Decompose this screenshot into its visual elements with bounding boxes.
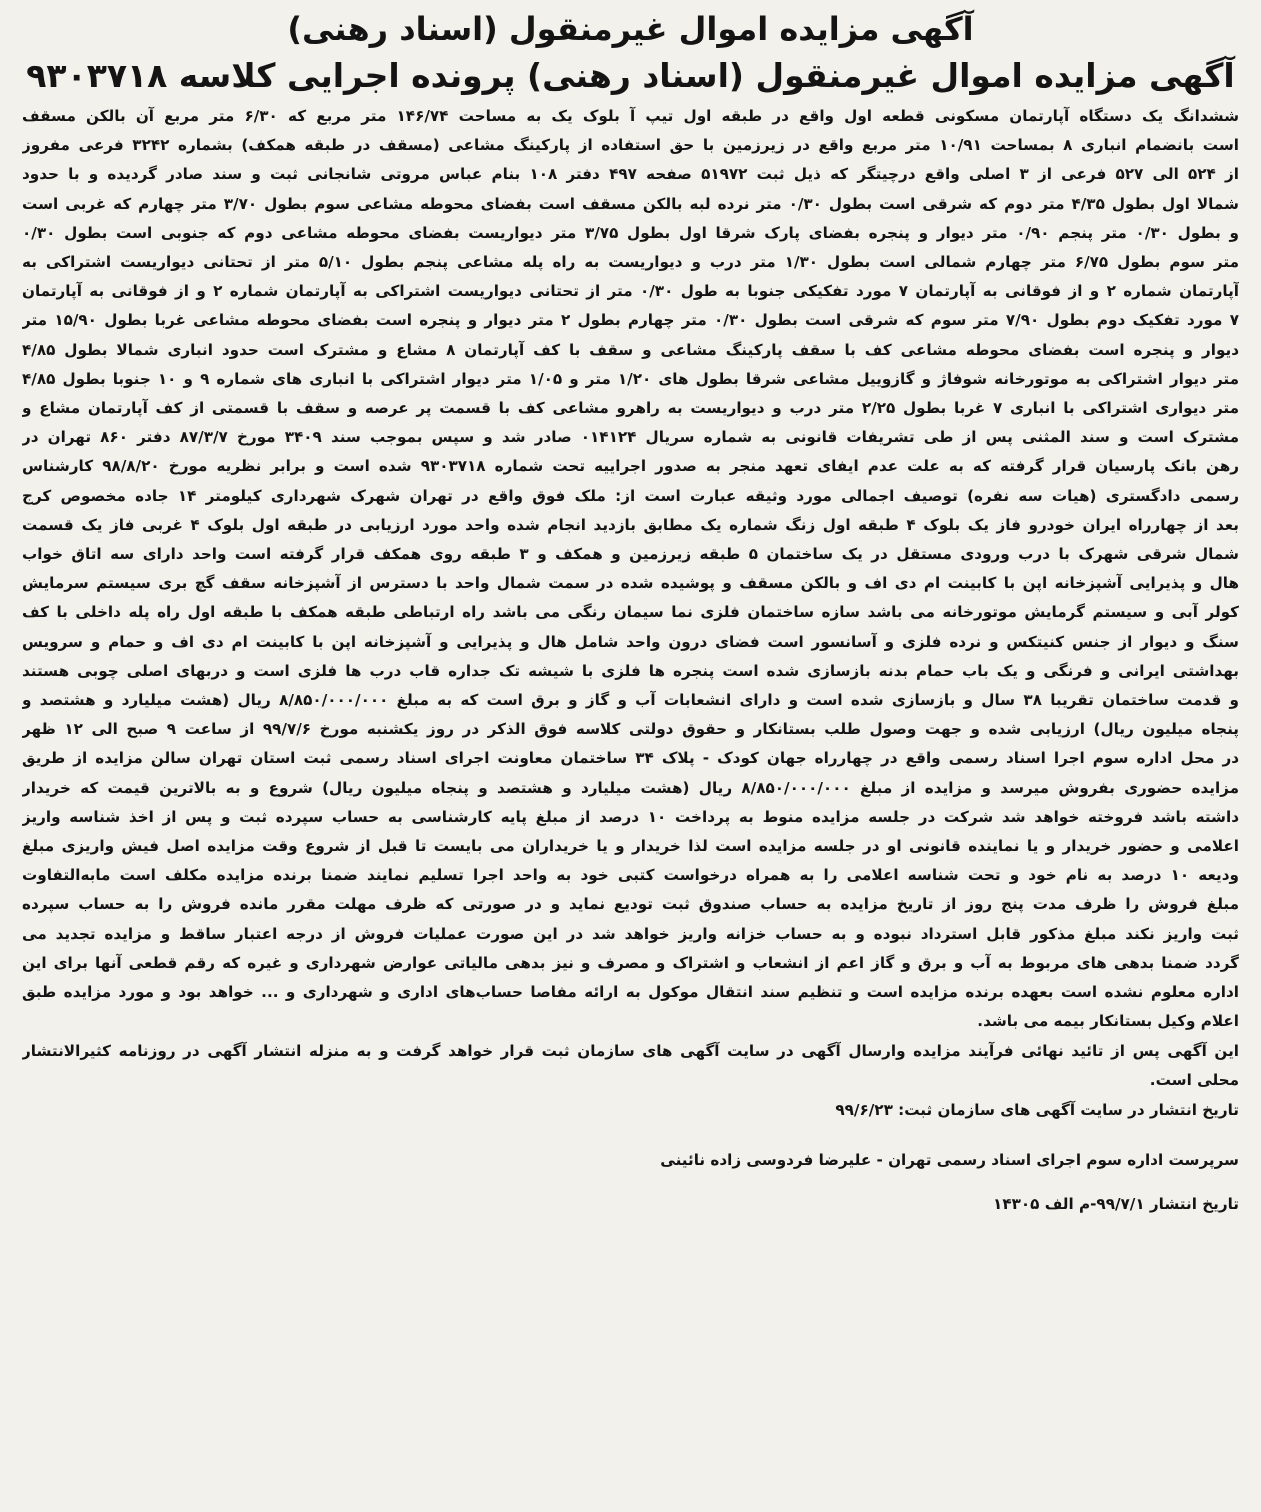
text-line: هال و پذیرایی آشپزخانه اپن با کابینت ام دی اف و بالکن مسقف و پوشیده شده در سمت شمال واحد با دسترس از آشپزخانه سقف گچ بری سیستم سرمایش [22,574,1239,593]
text-line: بهداشتی ایرانی و فرنگی و یک باب حمام بدنه بازسازی شده است پنجره ها فلزی با شیشه تک جداره قاب درب ها فلزی است و دربهای اصلی چوبی هستند [22,661,1239,680]
text-line: از ۵۲۴ الی ۵۲۷ فرعی از ۳ اصلی واقع درچیتگر که ذیل ثبت ۵۱۹۷۲ صفحه ۴۹۷ دفتر ۱۰۸ بنام عباس مروتی شانجانی ثبت و سند صادر گردیده و با حدود [22,165,1239,184]
text-line: محلی است. [1149,1070,1239,1089]
text-line: این آگهی پس از تائید نهائی فرآیند مزایده وارسال آگهی در سایت آگهی های سازمان ثبت قرار خواهد گرفت و به منزله انتشار آگهی در روزنامه کثیرالانتشار [22,1041,1239,1060]
text-line: سنگ و دیوار از جنس کنیتکس و نرده فلزی و آسانسور است فضای درون واحد شامل هال و پذیرایی و آشپزخانه اپن با کابینت ام دی اف و حمام و سرویس [22,632,1239,651]
publish-footer: تاریخ انتشار ۹۹/۷/۱-م الف ۱۴۳۰۵ [993,1194,1239,1213]
text-line: ودیعه ۱۰ درصد به نام خود و تحت شناسه اعلامی را به همراه درخواست کتبی خود به واحد اجرا تسلیم نمایند ضمنا برنده مزایده مکلف است مابه‌التفاوت [22,866,1239,885]
text-line: شمالا اول بطول ۴/۳۵ متر دوم که شرقی است بطول ۰/۳۰ متر نرده لبه بالکن مسقف است بفضای محوطه مشاعی سوم بطول ۳/۷۰ متر چهارم که غربی است [22,194,1239,213]
text-line: متر دیواری اشتراکی با انباری ۷ غربا بطول ۲/۲۵ متر درب و دیواریست به راهرو مشاعی کف با قسمت پر عرصه و سقف با قسمتی از کف آپارتمان مشاع و [22,399,1239,418]
text-line: و بطول ۰/۳۰ متر پنجم ۰/۹۰ متر دیوار و پنجره بفضای پارک شرقا اول بطول ۳/۷۵ متر دیواریست بفضای محوطه مشاعی دوم که جنوبی است بطول ۰/۳۰ [22,223,1239,242]
text-line: رسمی دادگستری (هیات سه نفره) توصیف اجمالی مورد وثیقه عبارت است از: ملک فوق واقع در تهران شهرک شهرداری کیلومتر ۱۴ جاده مخصوص کرج [22,486,1239,505]
text-line: داشته باشد فروخته خواهد شد شرکت در جلسه مزایده منوط به پرداخت ۱۰ درصد از مبلغ پایه کارشناسی به حساب سپرده ثبت و پس از اخذ شناسه واریز [22,807,1239,826]
text-line: گردد ضمنا بدهی های مربوط به آب و برق و گاز اعم از انشعاب و اشتراک و مصرف و نیز بدهی مالیاتی عوارض شهرداری و غیره که رقم قطعی آنها برای این [22,953,1239,972]
ad-subtitle: آگهی مزایده اموال غیرمنقول (اسناد رهنی) پرونده اجرایی کلاسه ۹۳۰۳۷۱۸ [26,56,1235,95]
text-line: پنجاه میلیون ریال) ارزیابی شده و جهت وصول طلب بستانکار و حقوق دولتی کلاسه فوق الذکر در روز یکشنبه مورخ ۹۹/۷/۶ از ساعت ۹ صبح الی ۱۲ ظهر [22,720,1239,739]
text-line: رهن بانک پارسیان قرار گرفته که به علت عدم ایفای تعهد منجر به صدور اجراییه تحت شماره ۹۳۰۳۷۱۸ شده است و برابر نظریه مورخ ۹۸/۸/۲۰ کارشناس [22,457,1239,476]
text-line: کولر آبی و سیستم گرمایش موتورخانه می باشد سازه ساختمان فلزی نما سیمان رنگی می باشد راه ارتباطی طبقه همکف با طبقه اول راه پله داخلی با کف [22,603,1239,622]
publish-site-date: تاریخ انتشار در سایت آگهی های سازمان ثبت: ۹۹/۶/۲۳ [835,1100,1239,1119]
text-line: ثبت واریز نکند مبلغ مذکور قابل استرداد نبوده و به حساب خزانه واریز خواهد شد در این صورت عملیات فروش از درجه اعتبار ساقط و مزایده تجدید می [22,924,1239,943]
text-line: و قدمت ساختمان تقریبا ۳۸ سال و بازسازی شده است و دارای انشعابات آب و گاز و برق است که به مبلغ ۸/۸۵۰/۰۰۰/۰۰۰ ریال (هشت میلیارد و هشتصد و [22,691,1239,710]
text-line: در محل اداره سوم اجرا اسناد رسمی واقع در چهارراه جهان کودک - پلاک ۳۴ ساختمان معاونت اجرای اسناد رسمی ثبت استان تهران سالن مزایده از طریق [22,749,1239,768]
text-line: مشترک است و سند المثنی پس از طی تشریفات قانونی به شماره سریال ۰۱۴۱۲۴ صادر شد و سپس بموجب سند ۳۴۰۹ مورخ ۸۷/۳/۷ دفتر ۸۶۰ تهران در [22,428,1239,447]
signature: سرپرست اداره سوم اجرای اسناد رسمی تهران - علیرضا فردوسی زاده نائینی [660,1150,1239,1169]
text-line: ششدانگ یک دستگاه آپارتمان مسکونی قطعه اول واقع در طبقه اول تیپ آ بلوک یک به مساحت ۱۴۶/۷۴ متر مربع که ۶/۳۰ متر مربع آن بالکن مسقف [22,107,1239,125]
text-line: است بانضمام انباری ۸ بمساحت ۱۰/۹۱ متر مربع واقع در زیرزمین با حق استفاده از پارکینگ مشاعی (مسقف در طبقه همکف) بشماره ۳۲۴۲ فرعی مفروز [22,136,1239,155]
text-line: اداره معلوم نشده است بعهده برنده مزایده است و تنظیم سند انتقال موکول به ارائه مفاصا حساب‌های اداری و شهرداری و ... خواهد بود و مورد مزایده طبق [22,983,1239,1002]
text-line: ۷ مورد تفکیک دوم بطول ۷/۹۰ متر سوم که شرقی است بطول ۰/۳۰ متر چهارم بطول ۲ متر دیوار و پنجره است بفضای محوطه مشاعی غربا بطول ۱۵/۹۰ متر [22,311,1239,330]
text-line: شمال شرقی شهرک با درب ورودی مستقل در یک ساختمان ۵ طبقه زیرزمین و همکف و ۳ طبقه روی همکف قرار گرفته است واحد دارای سه اتاق خواب [22,545,1239,564]
text-line: دیوار و پنجره است بفضای محوطه مشاعی کف با سقف پارکینگ مشاعی و سقف با کف آپارتمان ۸ مشاع و مشترک است حدود انباری شمالا بطول ۴/۸۵ [22,340,1239,359]
text-line: متر سوم بطول ۶/۷۵ متر چهارم شمالی است بطول ۱/۳۰ متر درب و دیواریست به راه پله مشاعی پنجم بطول ۵/۱۰ متر از تحتانی دیواریست اشتراکی به [22,253,1239,272]
text-line: مبلغ فروش را ظرف مدت پنج روز از تاریخ مزایده به حساب صندوق ثبت تودیع نماید و در صورتی که ظرف مهلت مقرر مانده فروش را به حساب سپرده [22,895,1239,914]
text-line: بعد از چهارراه ایران خودرو فاز یک بلوک ۴ طبقه اول زنگ شماره یک مطابق بازدید انجام شده واحد مورد ارزیابی در طبقه اول بلوک ۴ غربی فاز یک قسمت [22,515,1239,534]
text-line: اعلام وکیل بستانکار بیمه می باشد. [977,1012,1239,1031]
text-line: آپارتمان شماره ۲ و از فوقانی به آپارتمان ۷ مورد تفکیکی جنوبا به طول ۰/۳۰ متر از تحتانی دیواریست اشتراکی به آپارتمان شماره ۲ و از فوقانی به آپارتمان [22,282,1239,301]
ad-body [22,102,1239,1037]
text-line: مزایده حضوری بفروش میرسد و مزایده از مبلغ ۸/۸۵۰/۰۰۰/۰۰۰ ریال (هشت میلیارد و هشتصد و پنجاه میلیون ریال) شروع و به بالاترین قیمت که خریدار [22,778,1239,797]
text-line: اعلامی و حضور خریدار و یا نماینده قانونی او در جلسه مزایده است لذا خریدار و یا خریداران می بایست تا قبل از شروع وقت مزایده اصل فیش واریزی مبلغ [22,837,1239,856]
text-line: متر دیوار اشتراکی به موتورخانه شوفاژ و گازوییل مشاعی شرقا بطول های ۱/۲۰ متر و ۱/۰۵ متر دیوار اشتراکی با انباری های شماره ۹ و ۱۰ جنوبا بطول ۴/۸۵ [22,369,1239,388]
ad-note [22,1037,1239,1095]
ad-title: آگهی مزایده اموال غیرمنقول (اسناد رهنی) [287,10,974,48]
